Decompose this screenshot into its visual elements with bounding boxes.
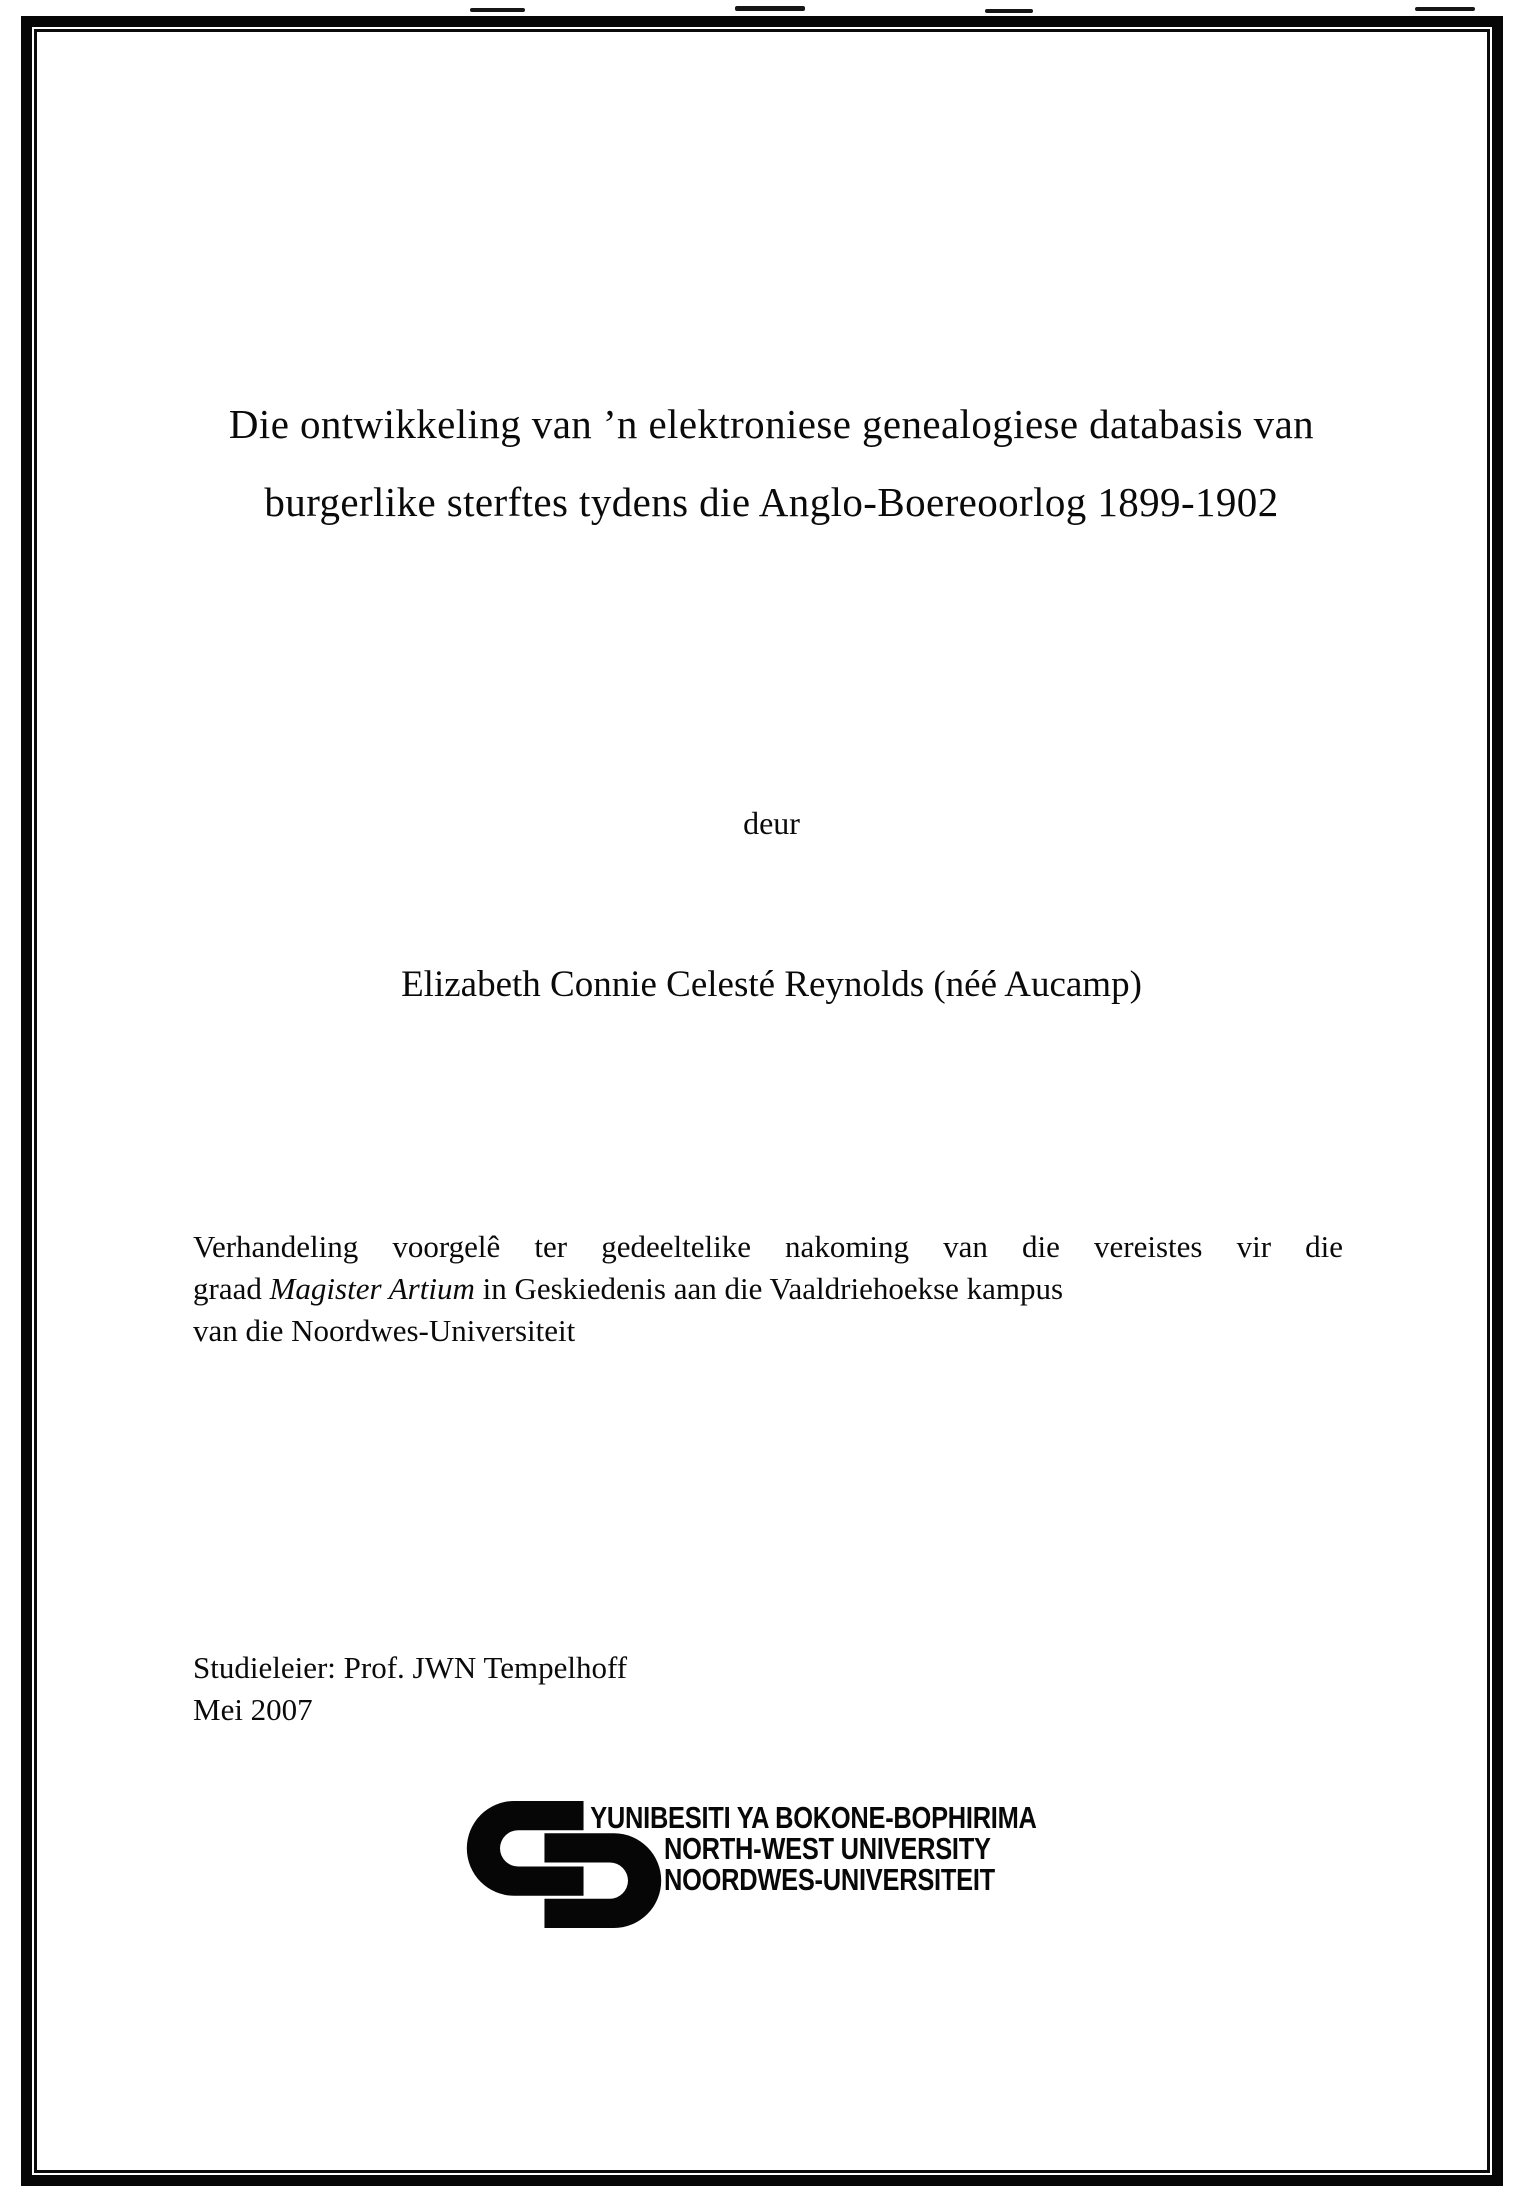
degree-name: Magister Artium [269,1271,475,1306]
page-title [46,385,1497,541]
supervisor-block [193,1647,627,1731]
logo-line-setswana: YUNIBESITI YA BOKONE-BOPHIRIMA [590,1800,1037,1835]
page-title-line2: burgerlike sterftes tydens die Anglo-Boereoorlog 1899-1902 [264,479,1279,525]
scan-artifact [735,6,805,11]
scan-artifact [985,9,1033,13]
logo-line-afrikaans: NOORDWES-UNIVERSITEIT [664,1862,995,1897]
university-logo-wordmark [590,1800,1037,1897]
degree-statement [193,1226,1343,1352]
degree-statement-line3: van die Noordwes-Universiteit [193,1313,576,1348]
byline: deur [743,805,800,841]
date-line: Mei 2007 [193,1692,313,1727]
scan-artifact [1415,7,1475,11]
supervisor-line: Studieleier: Prof. JWN Tempelhoff [193,1650,628,1685]
page-title-line1: Die ontwikkeling van ’n elektroniese genealogiese databasis van [228,401,1315,447]
degree-statement-line2 [193,1268,1343,1310]
author-name: Elizabeth Connie Celesté Reynolds (néé Aucamp) [401,964,1142,1005]
logo-line-english: NORTH-WEST UNIVERSITY [664,1831,991,1866]
degree-statement-line1: Verhandeling voorgelê ter gedeeltelike nakoming van die vereistes vir die [193,1229,1343,1264]
scan-artifact [470,8,525,12]
degree-statement-line2-pre: graad [193,1271,270,1306]
degree-statement-line2-post: in Geskiedenis aan die Vaaldriehoekse kampus [474,1271,1064,1306]
